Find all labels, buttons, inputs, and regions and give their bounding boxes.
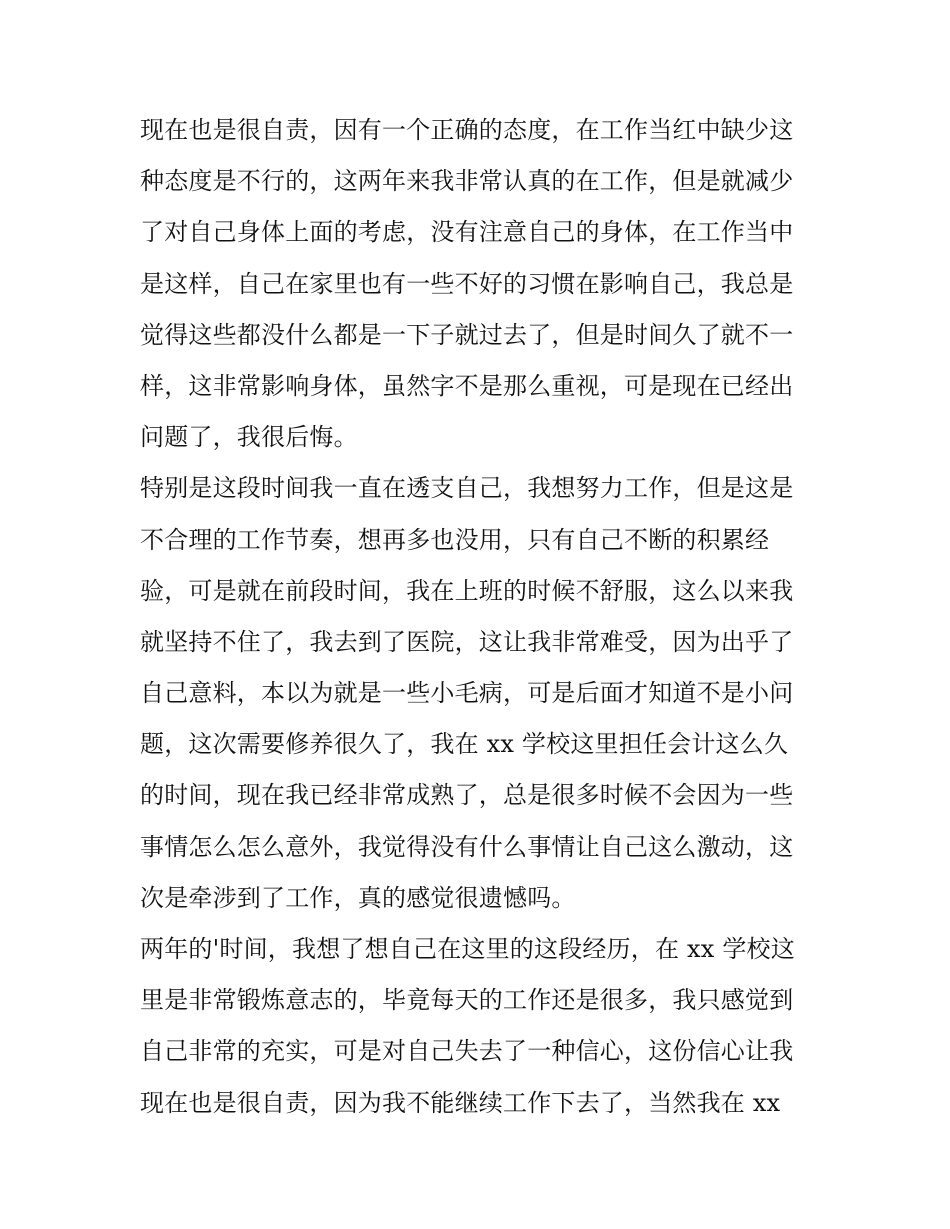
text-line: 的时间，现在我已经非常成熟了，总是很多时候不会因为一些 — [140, 781, 794, 810]
text-line: 自己非常的充实，可是对自己失去了一种信心，这份信心让我 — [140, 1037, 794, 1066]
text-line: 验，可是就在前段时间，我在上班的时候不舒服，这么以来我 — [140, 576, 794, 605]
text-line: 种态度是不行的，这两年来我非常认真的在工作，但是就减少 — [140, 167, 794, 196]
text-line: 两年的'时间，我想了想自己在这里的这段经历，在 xx 学校这 — [140, 935, 795, 963]
text-line: 自己意料，本以为就是一些小毛病，可是后面才知道不是小问 — [140, 679, 794, 708]
text-line: 现在也是很自责，因为我不能继续工作下去了，当然我在 xx — [140, 1088, 781, 1117]
text-line: 问题了，我很后悔。 — [140, 423, 358, 452]
text-line: 是这样，自己在家里也有一些不好的习惯在影响自己，我总是 — [140, 269, 794, 298]
text-line: 了对自己身体上面的考虑，没有注意自己的身体，在工作当中 — [140, 218, 794, 247]
body-text — [140, 105, 830, 1129]
text-line: 里是非常锻炼意志的，毕竟每天的工作还是很多，我只感觉到 — [140, 986, 794, 1015]
text-line: 样，这非常影响身体，虽然字不是那么重视，可是现在已经出 — [140, 371, 794, 400]
text-line: 特别是这段时间我一直在透支自己，我想努力工作，但是这是 — [140, 474, 794, 503]
text-line: 不合理的工作节奏，想再多也没用，只有自己不断的积累经 — [140, 525, 770, 554]
text-line: 题，这次需要修养很久了，我在 xx 学校这里担任会计这么久 — [140, 730, 789, 759]
text-line: 就坚持不住了，我去到了医院，这让我非常难受，因为出乎了 — [140, 627, 794, 656]
text-line: 现在也是很自责，因有一个正确的态度，在工作当红中缺少这 — [140, 116, 794, 144]
text-line: 事情怎么怎么意外，我觉得没有什么事情让自己这么激动，这 — [140, 832, 794, 861]
text-line: 觉得这些都没什么都是一下子就过去了，但是时间久了就不一 — [140, 320, 794, 349]
text-line: 次是牵涉到了工作，真的感觉很遗憾吗。 — [140, 883, 576, 912]
